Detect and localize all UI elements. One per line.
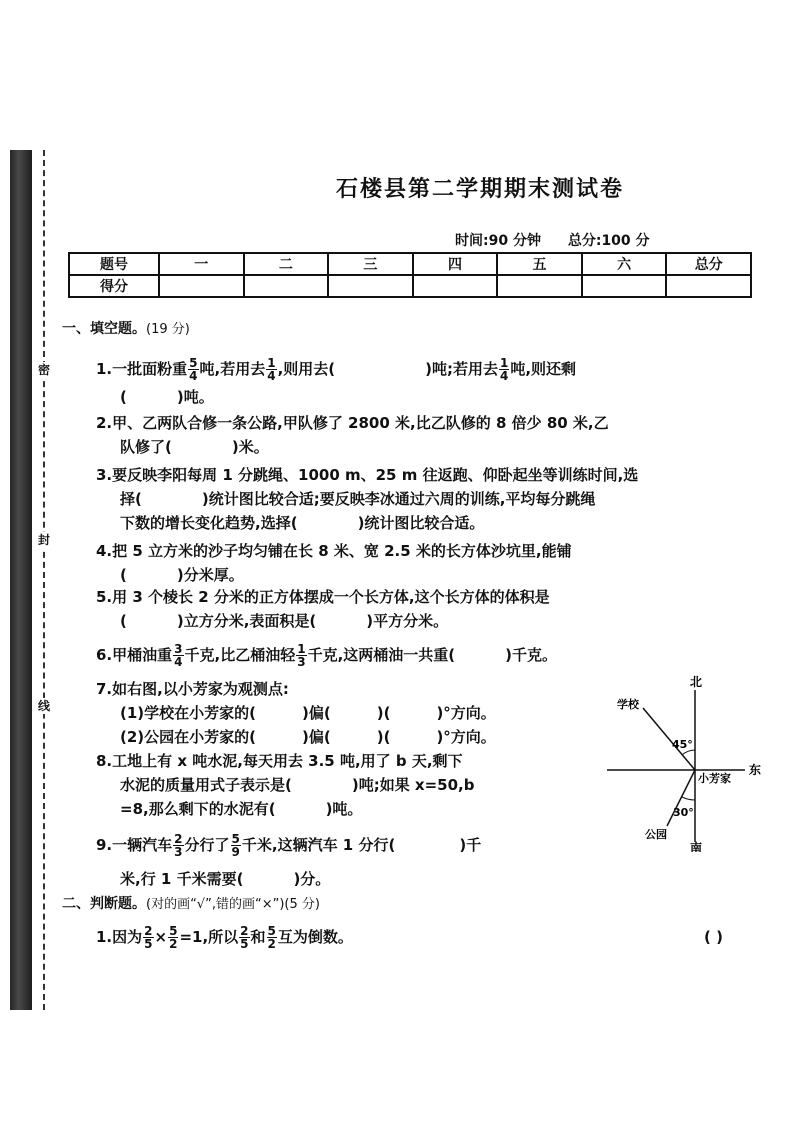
score-table-score-row bbox=[69, 275, 751, 297]
question-3-line-3: 下数的增长变化趋势,选择( )统计图比较合适。 bbox=[120, 514, 485, 532]
score-table bbox=[68, 252, 752, 298]
question-2: 2.甲、乙两队合修一条公路,甲队修了 2800 米,比乙队修的 8 倍少 80 米,乙 bbox=[96, 414, 609, 432]
score-cell[interactable] bbox=[413, 275, 498, 297]
score-cell[interactable] bbox=[159, 275, 244, 297]
section-1-heading: 一、填空题。(19 分) bbox=[62, 321, 190, 337]
seal-dashed-line bbox=[43, 150, 45, 1010]
question-8-line-3: =8,那么剩下的水泥有( )吨。 bbox=[120, 800, 363, 818]
fraction: $\frac{3}{4}$ bbox=[174, 642, 183, 669]
page-title: 石楼县第二学期期末测试卷 bbox=[335, 177, 624, 202]
question-1: 1.一批面粉重 $\frac{5}{4}$ 吨,若用去 $\frac{1}{4}$ ,则用去( )吨;若用去 $\frac{1}{4}$ 吨,则还剩 bbox=[96, 356, 577, 383]
score-header-cell: 四 bbox=[413, 253, 498, 275]
fraction: $\frac{1}{4}$ bbox=[500, 356, 509, 383]
fraction: $\frac{5}{2}$ bbox=[169, 924, 178, 951]
question-9-line-2: 米,行 1 千米需要( )分。 bbox=[120, 870, 331, 888]
park-label: 公园 bbox=[645, 828, 667, 841]
school-label: 学校 bbox=[617, 698, 639, 711]
question-4: 4.把 5 立方米的沙子均匀铺在长 8 米、宽 2.5 米的长方体沙坑里,能铺 bbox=[96, 542, 572, 560]
total-score: 总分:100 分 bbox=[567, 233, 650, 249]
time-info bbox=[455, 230, 672, 250]
north-label: 北 bbox=[690, 675, 703, 689]
question-1-line-2: ( )吨。 bbox=[120, 388, 214, 406]
score-row-label: 得分 bbox=[69, 275, 159, 297]
question-3-line-2: 择( )统计图比较合适;要反映李冰通过六周的训练,平均每分跳绳 bbox=[120, 490, 596, 508]
question-3: 3.要反映李阳每周 1 分跳绳、1000 m、25 m 往返跑、仰卧起坐等训练时间,选 bbox=[96, 466, 639, 484]
score-header-cell: 六 bbox=[582, 253, 667, 275]
question-8-line-2: 水泥的质量用式子表示是( )吨;如果 x=50,b bbox=[120, 776, 475, 794]
binding-strip bbox=[10, 150, 32, 1010]
score-table-header-row bbox=[69, 253, 751, 275]
question-4-line-2: ( )分米厚。 bbox=[120, 566, 244, 584]
fraction: $\frac{5}{4}$ bbox=[189, 356, 198, 383]
compass-svg bbox=[605, 672, 775, 852]
score-cell[interactable] bbox=[328, 275, 413, 297]
score-header-cell: 二 bbox=[244, 253, 329, 275]
fraction: $\frac{2}{5}$ bbox=[240, 924, 249, 951]
score-cell[interactable] bbox=[244, 275, 329, 297]
score-cell[interactable] bbox=[497, 275, 582, 297]
fraction: $\frac{5}{9}$ bbox=[231, 832, 240, 859]
score-header-cell: 三 bbox=[328, 253, 413, 275]
question-8: 8.工地上有 x 吨水泥,每天用去 3.5 吨,用了 b 天,剩下 bbox=[96, 752, 463, 770]
question-7-sub-1: (1)学校在小芳家的( )偏( )( )°方向。 bbox=[120, 704, 496, 722]
fraction: $\frac{2}{3}$ bbox=[174, 832, 183, 859]
judgement-1: 1.因为 $\frac{2}{5}$ × $\frac{5}{2}$ =1,所以 $\frac{2}{5}$ 和 $\frac{5}{2}$ 互为倒数。 bbox=[96, 924, 353, 951]
angle-label-30: 30° bbox=[673, 806, 694, 819]
score-cell[interactable] bbox=[582, 275, 667, 297]
time-limit: 时间:90 分钟 bbox=[455, 233, 541, 249]
seal-label-mi: 密 bbox=[35, 362, 53, 378]
section-2-heading: 二、判断题。(对的画“√”,错的画“×”)(5 分) bbox=[62, 896, 320, 912]
seal-label-xian: 线 bbox=[35, 698, 53, 714]
question-6: 6.甲桶油重 $\frac{3}{4}$ 千克,比乙桶油轻 $\frac{1}{3}$ 千克,这两桶油一共重( )千克。 bbox=[96, 642, 557, 669]
compass-diagram bbox=[605, 672, 775, 852]
angle-label-45: 45° bbox=[672, 738, 693, 751]
score-header-cell: 一 bbox=[159, 253, 244, 275]
question-7-sub-2: (2)公园在小芳家的( )偏( )( )°方向。 bbox=[120, 728, 496, 746]
east-label: 东 bbox=[749, 763, 762, 777]
question-5-line-2: ( )立方分米,表面积是( )平方分米。 bbox=[120, 612, 449, 630]
seal-label-feng: 封 bbox=[35, 532, 53, 548]
angle-arc-30 bbox=[682, 797, 695, 800]
fraction: $\frac{5}{2}$ bbox=[267, 924, 276, 951]
question-9: 9.一辆汽车 $\frac{2}{3}$ 分行了 $\frac{5}{9}$ 千米,这辆汽车 1 分行( )千 bbox=[96, 832, 482, 859]
question-5: 5.用 3 个棱长 2 分米的正方体摆成一个长方体,这个长方体的体积是 bbox=[96, 588, 550, 606]
fraction: $\frac{1}{3}$ bbox=[297, 642, 306, 669]
south-label: 南 bbox=[690, 841, 703, 852]
question-7: 7.如右图,以小芳家为观测点: bbox=[96, 680, 289, 698]
score-header-cell: 五 bbox=[497, 253, 582, 275]
fraction: $\frac{1}{4}$ bbox=[267, 356, 276, 383]
score-header-cell: 总分 bbox=[666, 253, 751, 275]
score-header-cell: 题号 bbox=[69, 253, 159, 275]
fraction: $\frac{2}{5}$ bbox=[144, 924, 153, 951]
question-2-line-2: 队修了( )米。 bbox=[120, 438, 269, 456]
score-cell[interactable] bbox=[666, 275, 751, 297]
home-label: 小芳家 bbox=[698, 772, 731, 785]
judgement-1-answer-box[interactable]: ( ) bbox=[704, 928, 723, 946]
